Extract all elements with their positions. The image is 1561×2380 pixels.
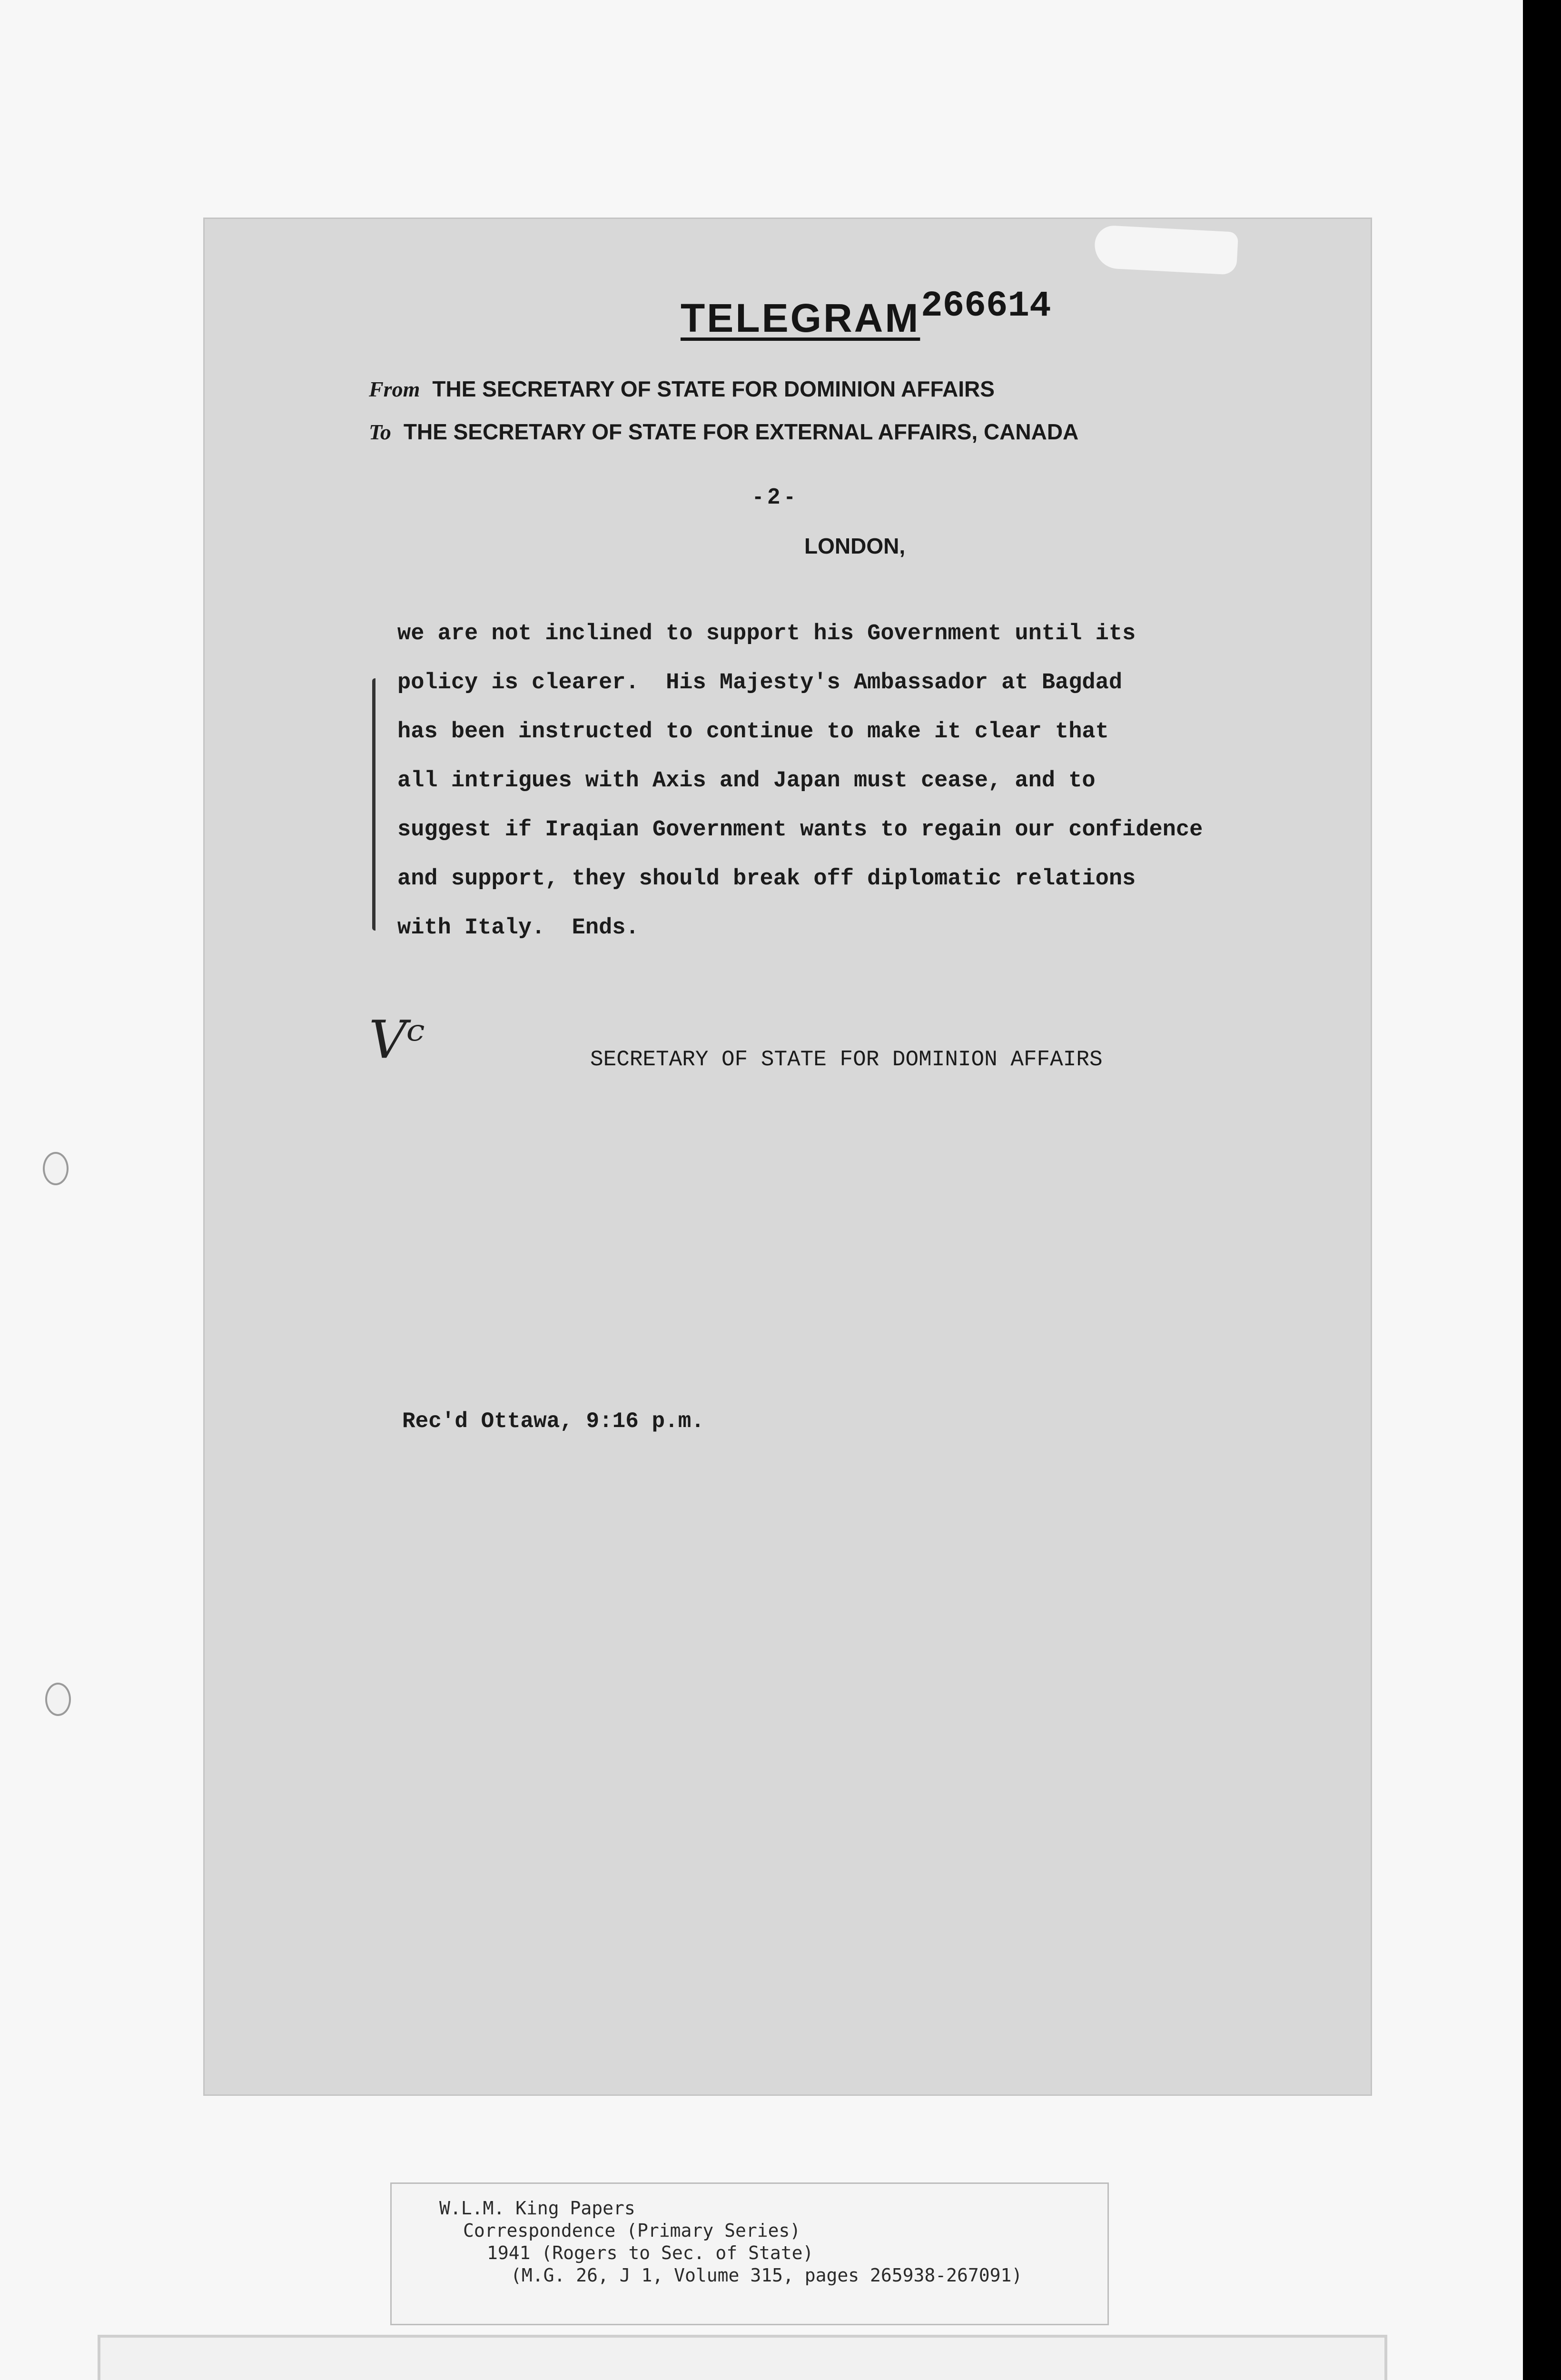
to-line — [369, 419, 1078, 445]
place-line: LONDON, — [804, 534, 906, 558]
citation-label — [390, 2182, 1109, 2325]
punch-hole — [45, 1683, 71, 1716]
telegram-body — [397, 609, 1325, 952]
body-line: suggest if Iraqian Government wants to regain our confidence — [397, 817, 1203, 843]
punch-hole — [43, 1152, 69, 1185]
margin-bracket-mark — [372, 678, 380, 931]
tape-mark — [1094, 225, 1238, 275]
from-text: THE SECRETARY OF STATE FOR DOMINION AFFAIRS — [432, 377, 995, 401]
page-number: - 2 - — [754, 484, 793, 508]
received-timestamp: Rec'd Ottawa, 9:16 p.m. — [402, 1409, 704, 1434]
signature-line: SECRETARY OF STATE FOR DOMINION AFFAIRS — [590, 1047, 1103, 1072]
body-line: has been instructed to continue to make it clear that — [397, 719, 1109, 744]
telegram-title: TELEGRAM — [681, 296, 920, 340]
citation-line: (M.G. 26, J 1, Volume 315, pages 265938-267091) — [511, 2265, 1023, 2286]
citation-line: 1941 (Rogers to Sec. of State) — [487, 2242, 814, 2263]
archives-stamp — [98, 2335, 1387, 2380]
body-line: policy is clearer. His Majesty's Ambassador at Bagdad — [397, 670, 1123, 695]
telegram-sheet — [205, 219, 1371, 2094]
telegram-number: 266614 — [921, 286, 1051, 327]
body-line: we are not inclined to support his Government until its — [397, 621, 1136, 646]
from-line — [369, 376, 995, 402]
citation-line: W.L.M. King Papers — [439, 2198, 635, 2219]
from-label: From — [369, 377, 420, 401]
body-line: all intrigues with Axis and Japan must cease, and to — [397, 768, 1096, 793]
body-line: with Italy. Ends. — [397, 915, 639, 941]
citation-line: Correspondence (Primary Series) — [463, 2220, 801, 2241]
body-line: and support, they should break off diplomatic relations — [397, 866, 1136, 892]
to-text: THE SECRETARY OF STATE FOR EXTERNAL AFFAIRS, CANADA — [403, 419, 1079, 444]
handwritten-initials: Vᶜ — [369, 1009, 425, 1070]
to-label: To — [369, 420, 391, 444]
